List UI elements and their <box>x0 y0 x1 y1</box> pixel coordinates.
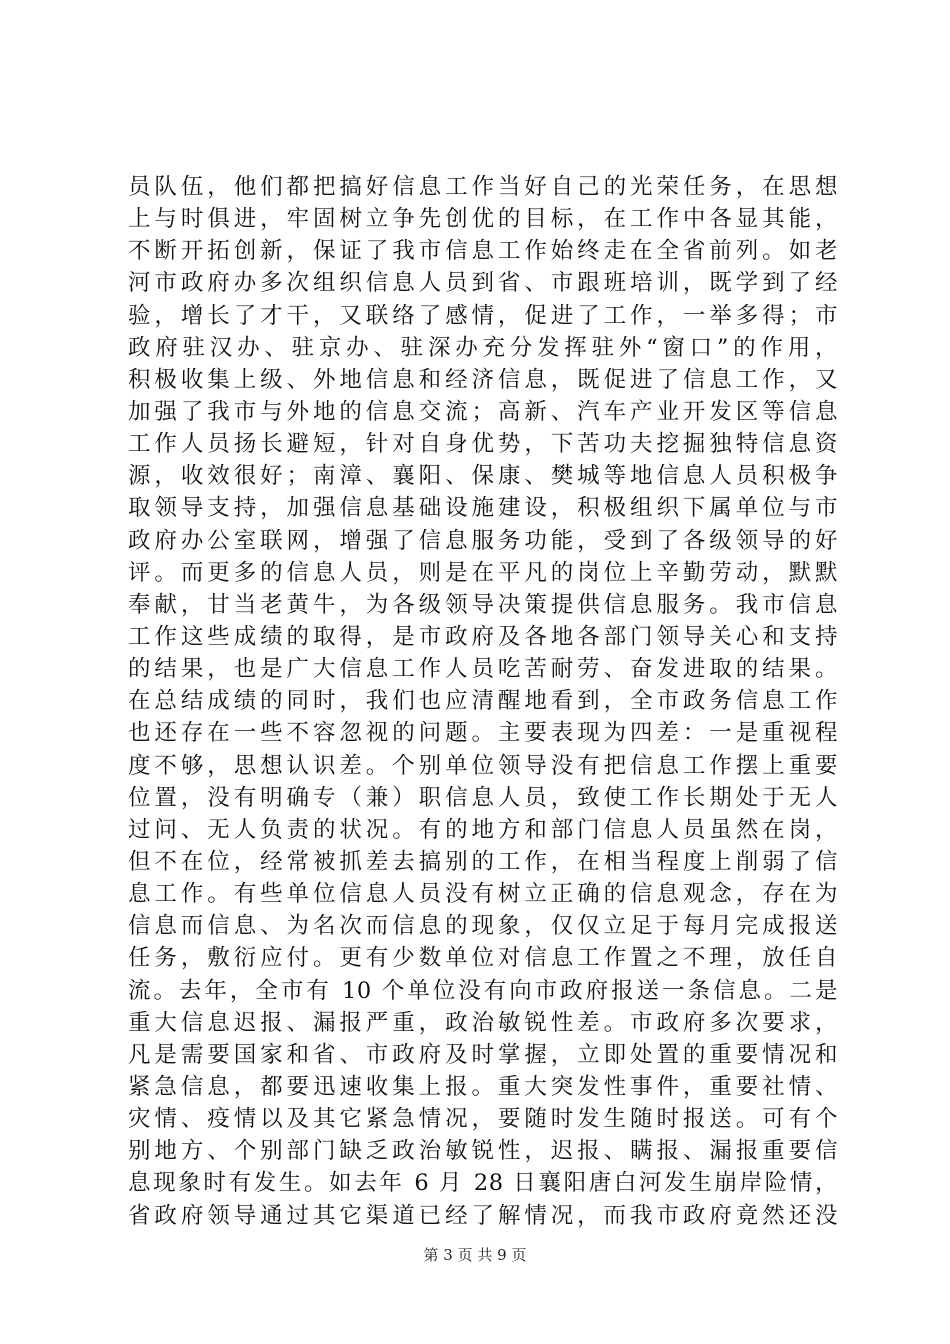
text-line: 加强了我市与外地的信息交流；高新、汽车产业开发区等信息 <box>128 398 838 425</box>
text-line: 的结果，也是广大信息工作人员吃苦耐劳、奋发进取的结果。 <box>128 656 838 683</box>
text-line: 也还存在一些不容忽视的问题。主要表现为四差：一是重视程 <box>128 720 838 747</box>
page-footer: 第 3 页 共 9 页 <box>423 1246 527 1264</box>
text-line: 员队伍，他们都把搞好信息工作当好自己的光荣任务，在思想 <box>128 174 838 200</box>
text-line: 别地方、个别部门缺乏政治敏锐性，迟报、瞒报、漏报重要信 <box>128 1138 838 1165</box>
text-line: 上与时俱进，牢固树立争先创优的目标，在工作中各显其能， <box>128 206 838 233</box>
text-line: 省政府领导通过其它渠道已经了解情况，而我市政府竟然还没 <box>128 1202 838 1229</box>
text-line: 验，增长了才干，又联络了感情，促进了工作，一举多得；市 <box>128 302 838 329</box>
text-line: 奉献，甘当老黄牛，为各级领导决策提供信息服务。我市信息 <box>128 591 838 618</box>
text-line: 不断开拓创新，保证了我市信息工作始终走在全省前列。如老 <box>128 238 838 265</box>
text-line: 灾情、疫情以及其它紧急情况，要随时发生随时报送。可有个 <box>128 1106 838 1133</box>
text-line: 度不够，思想认识差。个别单位领导没有把信息工作摆上重要 <box>128 752 838 779</box>
text-line: 在总结成绩的同时，我们也应清醒地看到，全市政务信息工作 <box>128 688 838 715</box>
text-line: 流。去年，全市有 10 个单位没有向市政府报送一条信息。二是 <box>128 977 838 1004</box>
text-line: 但不在位，经常被抓差去搞别的工作，在相当程度上削弱了信 <box>128 848 838 875</box>
text-line: 政府办公室联网，增强了信息服务功能，受到了各级领导的好 <box>128 527 838 554</box>
text-line: 信息而信息、为名次而信息的现象，仅仅立足于每月完成报送 <box>128 913 838 940</box>
text-line: 政府驻汉办、驻京办、驻深办充分发挥驻外“窗口”的作用， <box>128 334 838 361</box>
text-line: 息现象时有发生。如去年 6 月 28 日襄阳唐白河发生崩岸险情， <box>128 1170 838 1197</box>
text-line: 任务，敷衍应付。更有少数单位对信息工作置之不理，放任自 <box>128 945 838 972</box>
text-line: 位置，没有明确专（兼）职信息人员，致使工作长期处于无人 <box>128 784 838 811</box>
text-line: 工作人员扬长避短，针对自身优势，下苦功夫挖掘独特信息资 <box>128 431 838 458</box>
text-line: 取领导支持，加强信息基础设施建设，积极组织下属单位与市 <box>128 495 838 522</box>
text-line: 紧急信息，都要迅速收集上报。重大突发性事件，重要社情、 <box>128 1073 838 1100</box>
text-line: 过问、无人负责的状况。有的地方和部门信息人员虽然在岗， <box>128 816 838 843</box>
text-line: 工作这些成绩的取得，是市政府及各地各部门领导关心和支持 <box>128 623 838 650</box>
text-line: 积极收集上级、外地信息和经济信息，既促进了信息工作，又 <box>128 366 838 393</box>
text-line: 息工作。有些单位信息人员没有树立正确的信息观念，存在为 <box>128 881 838 908</box>
text-line: 重大信息迟报、漏报严重，政治敏锐性差。市政府多次要求， <box>128 1009 838 1036</box>
text-line: 评。而更多的信息人员，则是在平凡的岗位上辛勤劳动，默默 <box>128 559 838 586</box>
body-paragraph <box>128 171 838 1232</box>
text-line: 源，收效很好；南漳、襄阳、保康、樊城等地信息人员积极争 <box>128 463 838 490</box>
text-line: 河市政府办多次组织信息人员到省、市跟班培训，既学到了经 <box>128 270 838 297</box>
text-line: 凡是需要国家和省、市政府及时掌握，立即处置的重要情况和 <box>128 1041 838 1068</box>
